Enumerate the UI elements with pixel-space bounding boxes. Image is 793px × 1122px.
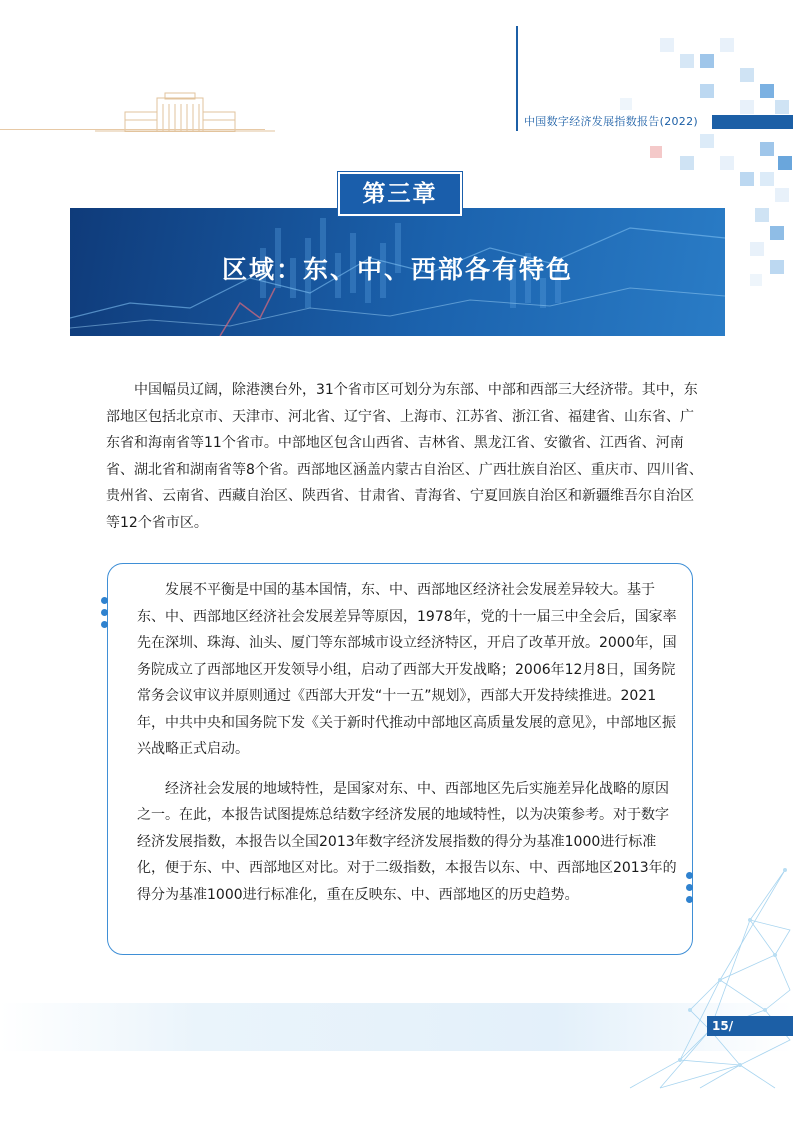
- intro-paragraph: 中国幅员辽阔，除港澳台外，31个省市区可划分为东部、中部和西部三大经济带。其中，东部地区包括北京市、天津市、河北省、辽宁省、上海市、江苏省、浙江省、福建省、山东省、广东省和海南省等11个省市。中部地区包含山西省、吉林省、黑龙江省、安徽省、江西省、河南省、湖北省和湖南省等8个省。西部地区涵盖内蒙古自治区、广西壮族自治区、重庆市、四川省、贵州省、云南省、西藏自治区、陕西省、甘肃省、青海省、宁夏回族自治区和新疆维吾尔自治区等12个省市区。: [106, 382, 703, 531]
- box-text: [137, 577, 677, 908]
- chapter-title: 区域：东、中、西部各有特色: [221, 255, 573, 284]
- box-dot: [101, 609, 108, 616]
- chapter-label-tab: [338, 172, 462, 216]
- report-title: 中国数字经济发展指数报告(2022): [524, 115, 698, 128]
- page-number: 15/: [712, 1019, 734, 1033]
- chapter-label: 第三章: [362, 181, 438, 207]
- box-paragraph-1: 发展不平衡是中国的基本国情，东、中、西部地区经济社会发展差异较大。基于东、中、西部地区经济社会发展差异等原因，1978年，党的十一届三中全会后，国家率先在深圳、珠海、汕头、厦门等东部城市设立经济特区，开启了改革开放。2000年，国务院成立了西部地区开发领导小组，启动了西部大开发战略；2006年12月8日，国务院常务会议审议并原则通过《西部大开发“十一五”规划》，西部大开发持续推进。2021年，中共中央和国务院下发《关于新时代推动中部地区高质量发展的意见》，中部地区振兴战略正式启动。: [137, 582, 677, 757]
- network-lines-decoration: [600, 860, 793, 1090]
- intro-text: [106, 377, 706, 536]
- header-rule: [0, 129, 265, 130]
- box-paragraph-2: 经济社会发展的地域特性，是国家对东、中、西部地区先后实施差异化战略的原因之一。在此，本报告试图提炼总结数字经济发展的地域特性，以为决策参考。对于数字经济发展指数，本报告以全国2013年数字经济发展指数的得分为基准1000进行标准化，便于东、中、西部地区对比。对于二级指数，本报告以东、中、西部地区2013年的得分为基准1000进行标准化，重在反映东、中、西部地区的历史趋势。: [137, 780, 677, 903]
- building-illustration: [95, 92, 275, 132]
- header-vertical-rule: [516, 26, 518, 131]
- box-dot: [101, 621, 108, 628]
- box-dot: [101, 597, 108, 604]
